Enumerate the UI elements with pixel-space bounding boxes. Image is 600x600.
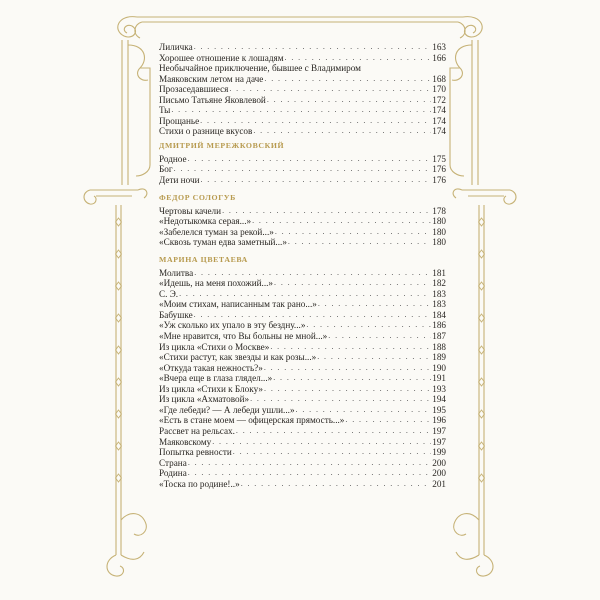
toc-entry (159, 84, 446, 95)
entry-title: Из цикла «Стихи о Москве» (159, 341, 270, 352)
dot-leader (188, 154, 431, 165)
dot-leader (188, 468, 431, 479)
entry-page: 178 (432, 205, 446, 216)
toc-entry (159, 268, 446, 279)
entry-title: Бог (159, 164, 173, 175)
toc-entry (159, 237, 446, 248)
entry-page: 176 (432, 175, 446, 186)
author-heading: ФЕДОР СОЛОГУБ (159, 192, 236, 202)
entry-title: Из цикла «Стихи к Блоку» (159, 383, 264, 394)
toc-entry (159, 116, 446, 127)
entry-title: Молитва (159, 267, 194, 278)
entry-page: 191 (432, 373, 446, 384)
entry-page: 180 (432, 226, 446, 237)
toc-entry (159, 227, 446, 238)
table-of-contents (159, 42, 446, 489)
sologub-entries (159, 206, 446, 248)
entry-page: 190 (432, 362, 446, 373)
frame-right-bracket (450, 45, 472, 176)
toc-entry (159, 278, 446, 289)
entry-page: 182 (432, 278, 446, 289)
entry-title: «Стихи растут, как звезды и как розы...» (159, 352, 317, 363)
dot-leader (345, 415, 431, 426)
entry-title: Маяковскому (159, 436, 212, 447)
toc-entry (159, 42, 446, 53)
toc-entry (159, 426, 446, 437)
entry-title: «Есть в стане моем — офицерская прямость...» (159, 415, 345, 426)
author-heading: ДМИТРИЙ МЕРЕЖКОВСКИЙ (159, 140, 285, 150)
toc-entry (159, 363, 446, 374)
entry-page: 180 (432, 237, 446, 248)
toc-entry (159, 95, 446, 106)
dot-leader (275, 227, 431, 238)
entry-page: 174 (432, 115, 446, 126)
dot-leader (274, 278, 431, 289)
entry-page: 189 (432, 352, 446, 363)
toc-entry (159, 331, 446, 342)
entry-title: Родное (159, 153, 187, 164)
entry-page: 194 (432, 394, 446, 405)
mayakovsky-entries (159, 42, 446, 137)
toc-entry (159, 74, 446, 85)
dot-leader (252, 216, 431, 227)
toc-entry (159, 53, 446, 64)
toc-entry (159, 164, 446, 175)
entry-page: 176 (432, 164, 446, 175)
entry-title: Прощанье (159, 115, 200, 126)
dot-leader (264, 363, 431, 374)
dot-leader (250, 394, 431, 405)
frame-bottom-left-arc (121, 514, 146, 536)
toc-entry (159, 216, 446, 227)
toc-entry (159, 342, 446, 353)
entry-page: 168 (432, 73, 446, 84)
frame-curl-top-right (463, 17, 482, 37)
dot-leader (201, 175, 432, 186)
entry-title: Бабушке (159, 309, 193, 320)
entry-title: Маяковским летом на даче (159, 73, 264, 84)
dot-leader (171, 105, 431, 116)
dot-leader (264, 384, 431, 395)
frame-right-column-bottom-curl (456, 552, 493, 576)
toc-entry-continued (159, 63, 446, 74)
entry-title: «Вчера еще в глаза глядел...» (159, 373, 273, 384)
dot-leader (306, 320, 431, 331)
dot-leader (179, 289, 431, 300)
dot-leader (285, 53, 431, 64)
entry-page: 172 (432, 94, 446, 105)
dot-leader (233, 447, 431, 458)
entry-page: 197 (432, 436, 446, 447)
frame-curl-top-right-2 (458, 22, 465, 38)
entry-title: Рассвет на рельсах. (159, 425, 235, 436)
entry-page: 184 (432, 309, 446, 320)
entry-page: 196 (432, 415, 446, 426)
entry-page: 174 (432, 105, 446, 116)
toc-entry (159, 405, 446, 416)
dot-leader (317, 352, 431, 363)
frame-curl-top-left-2 (135, 22, 142, 38)
entry-title: Дети ночи (159, 175, 200, 186)
entry-title: Из цикла «Ахматовой» (159, 394, 250, 405)
entry-page: 195 (432, 404, 446, 415)
toc-entry (159, 310, 446, 321)
toc-entry (159, 373, 446, 384)
dot-leader (236, 426, 431, 437)
entry-title: Попытка ревности (159, 447, 232, 458)
toc-entry (159, 175, 446, 186)
toc-entry (159, 154, 446, 165)
toc-entry (159, 299, 446, 310)
entry-page: 186 (432, 320, 446, 331)
entry-title: «Идешь, на меня похожий...» (159, 278, 274, 289)
entry-title: «Недотыкомка серая...» (159, 216, 252, 227)
entry-title: Прозаседавшиеся (159, 84, 229, 95)
entry-title: Стихи о разнице вкусов (159, 126, 253, 137)
entry-page: 170 (432, 84, 446, 95)
toc-entry (159, 105, 446, 116)
entry-page: 180 (432, 216, 446, 227)
toc-entry (159, 479, 446, 490)
entry-page: 183 (432, 288, 446, 299)
entry-title: Необычайное приключение, бывшее с Владимиром (159, 63, 361, 74)
toc-entry (159, 394, 446, 405)
dot-leader (288, 237, 431, 248)
entry-title: Ты (159, 105, 171, 116)
toc-entry (159, 437, 446, 448)
dot-leader (328, 331, 431, 342)
entry-page: 200 (432, 457, 446, 468)
entry-title: Родина (159, 468, 187, 479)
frame-crossbar-left-curl (84, 190, 96, 204)
dot-leader (241, 479, 431, 490)
entry-title: С. Э. (159, 288, 179, 299)
dot-leader (194, 268, 431, 279)
entry-page: 193 (432, 383, 446, 394)
tsvetaeva-entries (159, 268, 446, 489)
entry-title: Хорошее отношение к лошадям (159, 52, 284, 63)
dot-leader (267, 95, 431, 106)
toc-entry (159, 289, 446, 300)
frame-crossbar-right (453, 189, 510, 198)
entry-title: Письмо Татьяне Яковлевой (159, 94, 266, 105)
toc-entry (159, 415, 446, 426)
dot-leader (296, 405, 431, 416)
dot-leader (222, 206, 431, 217)
frame-crossbar-right-curl (504, 190, 516, 204)
dot-leader (253, 126, 431, 137)
frame-curl-top-left (118, 17, 137, 37)
entry-title: «Сквозь туман едва заметный...» (159, 237, 287, 248)
entry-title: «Тоска по родине!..» (159, 478, 240, 489)
entry-page: 188 (432, 341, 446, 352)
entry-page: 181 (432, 267, 446, 278)
author-heading: МАРИНА ЦВЕТАЕВА (159, 254, 248, 264)
dot-leader (200, 116, 431, 127)
entry-title: Лиличка (159, 42, 193, 52)
frame-left-column-bottom-curl (107, 552, 144, 576)
entry-page: 166 (432, 52, 446, 63)
toc-entry (159, 320, 446, 331)
entry-page: 183 (432, 299, 446, 310)
entry-page: 200 (432, 468, 446, 479)
merezhkovsky-entries (159, 154, 446, 186)
dot-leader (264, 74, 431, 85)
entry-title: «Мне нравится, что Вы больны не мной...» (159, 331, 328, 342)
dot-leader (194, 310, 431, 321)
dot-leader (318, 299, 431, 310)
entry-title: «Где лебеди? — А лебеди ушли...» (159, 404, 295, 415)
entry-page: 175 (432, 153, 446, 164)
dot-leader (194, 42, 431, 53)
toc-entry (159, 458, 446, 469)
toc-entry (159, 126, 446, 137)
dot-leader (270, 342, 431, 353)
toc-entry (159, 384, 446, 395)
frame-left-bracket (128, 45, 150, 176)
toc-entry (159, 468, 446, 479)
entry-page: 174 (432, 126, 446, 137)
dot-leader (174, 164, 431, 175)
entry-title: «Забелелся туман за рекой...» (159, 226, 274, 237)
frame-crossbar-left (90, 189, 147, 198)
dot-leader (229, 84, 431, 95)
entry-title: Страна (159, 457, 187, 468)
entry-page: 201 (432, 478, 446, 489)
dot-leader (212, 437, 431, 448)
toc-entry (159, 447, 446, 458)
entry-title: «Моим стихам, написанным так рано...» (159, 299, 317, 310)
toc-entry (159, 352, 446, 363)
entry-page: 163 (432, 42, 446, 52)
dot-leader (188, 458, 431, 469)
dot-leader (273, 373, 431, 384)
entry-title: Чертовы качели (159, 205, 222, 216)
entry-page: 187 (432, 331, 446, 342)
entry-page: 199 (432, 447, 446, 458)
entry-page: 197 (432, 425, 446, 436)
frame-bottom-right-arc (454, 514, 479, 536)
entry-title: «Откуда такая нежность?» (159, 362, 263, 373)
toc-entry (159, 206, 446, 217)
entry-title: «Уж сколько их упало в эту бездну...» (159, 320, 306, 331)
